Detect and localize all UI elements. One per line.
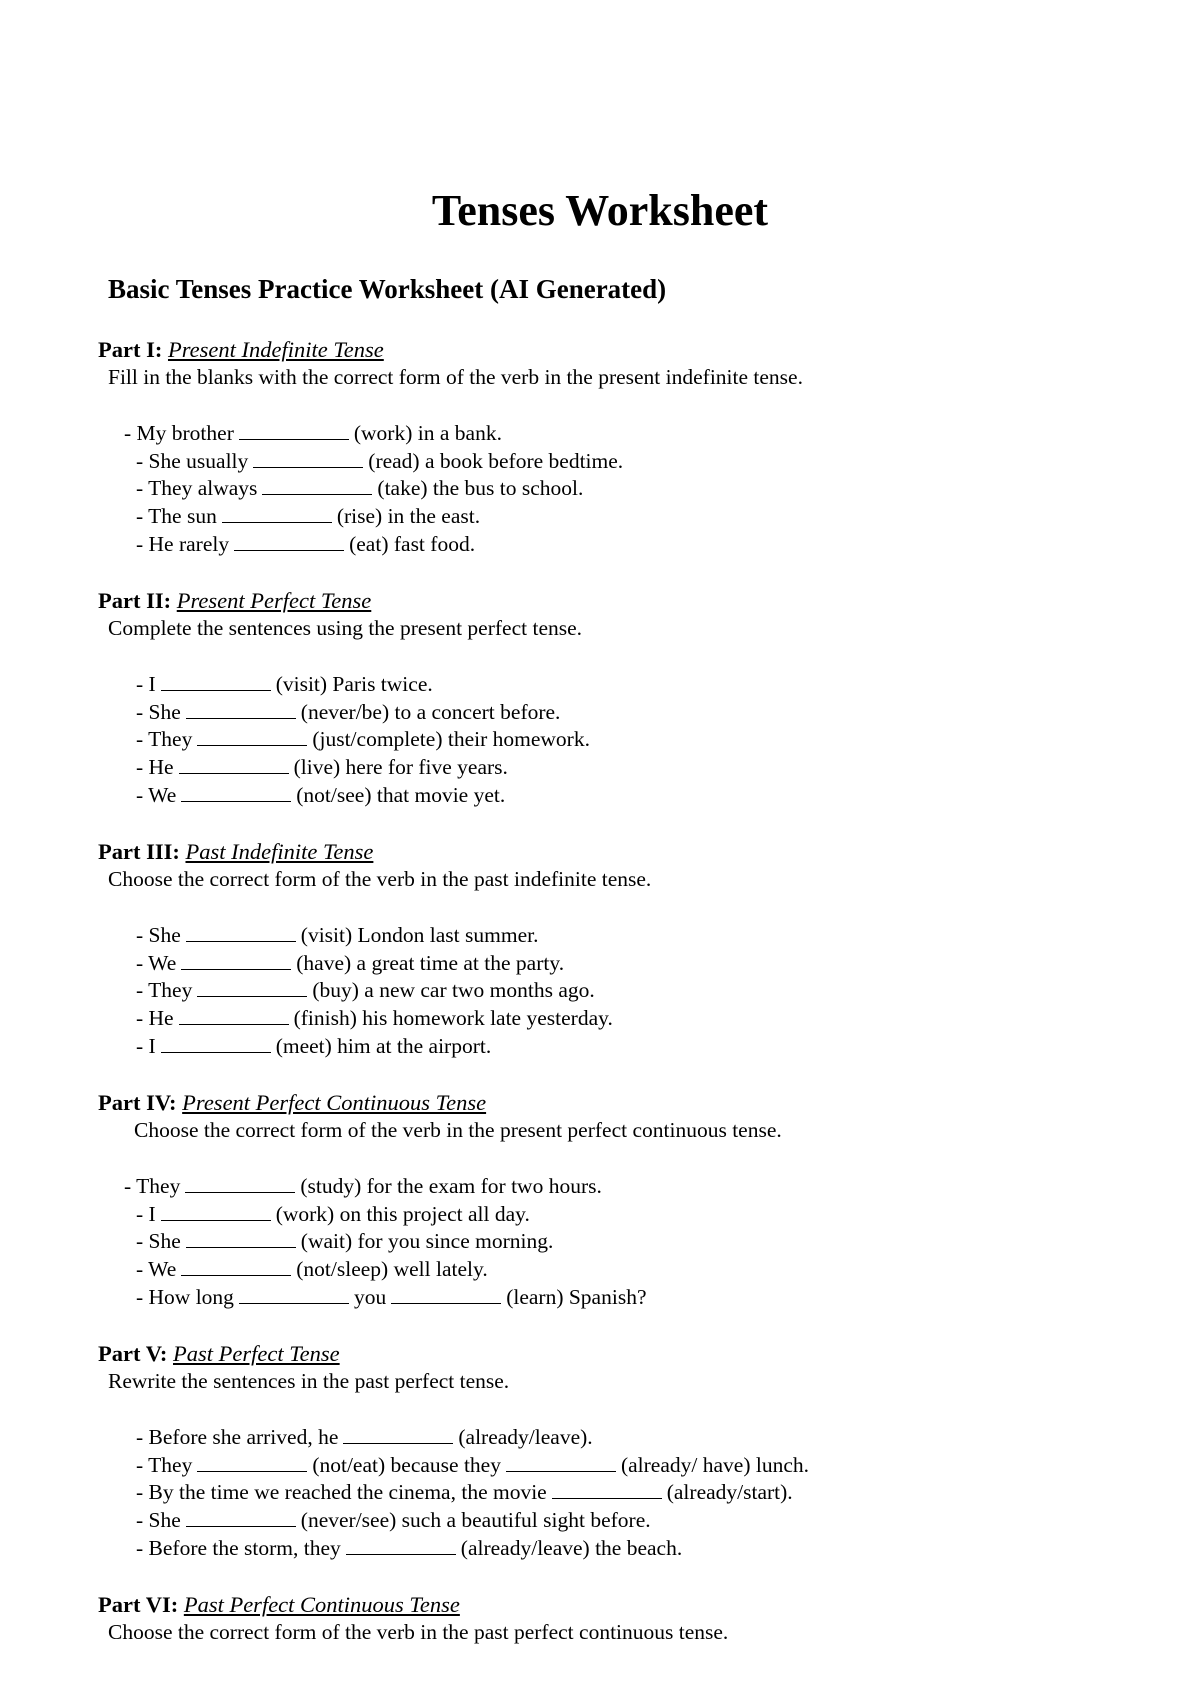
part-4-instruction: Choose the correct form of the verb in the present perfect continuous tense. bbox=[134, 1118, 782, 1142]
list-item bbox=[136, 1004, 613, 1032]
item-text: (have) a great time at the party. bbox=[296, 951, 565, 975]
answer-blank[interactable] bbox=[197, 744, 307, 746]
part-tense: Present Perfect Continuous Tense bbox=[182, 1090, 487, 1115]
item-text: - I bbox=[136, 672, 156, 696]
item-text: - She usually bbox=[136, 449, 249, 473]
list-item bbox=[136, 1423, 593, 1451]
answer-blank[interactable] bbox=[161, 1219, 271, 1221]
answer-blank[interactable] bbox=[552, 1497, 662, 1499]
item-text: - They always bbox=[136, 476, 258, 500]
part-label: Part IV: bbox=[98, 1090, 177, 1115]
part-5-instruction: Rewrite the sentences in the past perfect tense. bbox=[108, 1369, 510, 1393]
item-text: - She bbox=[136, 1229, 181, 1253]
answer-blank[interactable] bbox=[181, 968, 291, 970]
item-text: (work) on this project all day. bbox=[275, 1202, 530, 1226]
item-text: - The sun bbox=[136, 504, 217, 528]
item-text: (work) in a bank. bbox=[353, 421, 502, 445]
item-text: - He bbox=[136, 1006, 174, 1030]
item-text: (rise) in the east. bbox=[336, 504, 481, 528]
item-text: - By the time we reached the cinema, the movie bbox=[136, 1480, 547, 1504]
item-text: - They bbox=[136, 978, 193, 1002]
item-text: (live) here for five years. bbox=[293, 755, 508, 779]
item-text: (finish) his homework late yesterday. bbox=[293, 1006, 613, 1030]
part-label: Part V: bbox=[98, 1341, 168, 1366]
answer-blank[interactable] bbox=[181, 1274, 291, 1276]
item-text: - They bbox=[124, 1174, 181, 1198]
item-text: - She bbox=[136, 1508, 181, 1532]
answer-blank[interactable] bbox=[185, 1191, 295, 1193]
part-1-heading bbox=[98, 336, 384, 364]
answer-blank[interactable] bbox=[161, 689, 271, 691]
list-item bbox=[136, 1478, 793, 1506]
part-5-heading bbox=[98, 1340, 340, 1368]
answer-blank[interactable] bbox=[179, 772, 289, 774]
item-text: (learn) Spanish? bbox=[506, 1285, 647, 1309]
answer-blank[interactable] bbox=[197, 995, 307, 997]
answer-blank[interactable] bbox=[179, 1023, 289, 1025]
item-text: (already/start). bbox=[666, 1480, 793, 1504]
answer-blank[interactable] bbox=[186, 717, 296, 719]
list-item bbox=[136, 1200, 530, 1228]
part-6-instruction: Choose the correct form of the verb in the past perfect continuous tense. bbox=[108, 1620, 729, 1644]
answer-blank[interactable] bbox=[161, 1051, 271, 1053]
part-1-instruction: Fill in the blanks with the correct form of the verb in the present indefinite tense. bbox=[108, 365, 803, 389]
item-text: (take) the bus to school. bbox=[377, 476, 584, 500]
answer-blank[interactable] bbox=[186, 940, 296, 942]
part-tense: Past Indefinite Tense bbox=[185, 839, 374, 864]
item-text: - She bbox=[136, 700, 181, 724]
item-text: (already/ have) lunch. bbox=[620, 1453, 809, 1477]
item-text: (wait) for you since morning. bbox=[300, 1229, 554, 1253]
part-label: Part I: bbox=[98, 337, 163, 362]
list-item bbox=[136, 781, 505, 809]
part-tense: Present Perfect Tense bbox=[176, 588, 372, 613]
list-item bbox=[136, 1506, 651, 1534]
list-item bbox=[136, 1227, 553, 1255]
part-2-instruction: Complete the sentences using the present perfect tense. bbox=[108, 616, 583, 640]
part-tense: Present Indefinite Tense bbox=[167, 337, 384, 362]
list-item bbox=[136, 670, 433, 698]
item-text: you bbox=[353, 1285, 387, 1309]
list-item bbox=[136, 474, 583, 502]
item-text: - How long bbox=[136, 1285, 234, 1309]
list-item bbox=[136, 502, 480, 530]
item-text: (just/complete) their homework. bbox=[312, 727, 590, 751]
item-text: (not/see) that movie yet. bbox=[296, 783, 506, 807]
list-item bbox=[136, 447, 623, 475]
answer-blank[interactable] bbox=[343, 1442, 453, 1444]
item-text: - We bbox=[136, 1257, 177, 1281]
answer-blank[interactable] bbox=[181, 800, 291, 802]
list-item bbox=[136, 753, 508, 781]
answer-blank[interactable] bbox=[234, 549, 344, 551]
answer-blank[interactable] bbox=[186, 1246, 296, 1248]
answer-blank[interactable] bbox=[222, 521, 332, 523]
item-text: (visit) Paris twice. bbox=[275, 672, 433, 696]
item-text: - I bbox=[136, 1202, 156, 1226]
part-label: Part VI: bbox=[98, 1592, 179, 1617]
item-text: (visit) London last summer. bbox=[300, 923, 539, 947]
part-2-heading bbox=[98, 587, 371, 615]
item-text: - We bbox=[136, 951, 177, 975]
answer-blank[interactable] bbox=[506, 1470, 616, 1472]
item-text: (not/sleep) well lately. bbox=[296, 1257, 488, 1281]
answer-blank[interactable] bbox=[262, 493, 372, 495]
part-4-heading bbox=[98, 1089, 486, 1117]
part-label: Part II: bbox=[98, 588, 172, 613]
answer-blank[interactable] bbox=[391, 1302, 501, 1304]
part-tense: Past Perfect Continuous Tense bbox=[183, 1592, 460, 1617]
item-text: - He rarely bbox=[136, 532, 230, 556]
list-item bbox=[136, 725, 590, 753]
list-item bbox=[136, 1283, 646, 1311]
item-text: - Before she arrived, he bbox=[136, 1425, 339, 1449]
list-item bbox=[136, 530, 475, 558]
item-text: (study) for the exam for two hours. bbox=[300, 1174, 602, 1198]
list-item bbox=[136, 1255, 488, 1283]
item-text: (already/leave). bbox=[458, 1425, 593, 1449]
part-tense: Past Perfect Tense bbox=[173, 1341, 340, 1366]
item-text: - Before the storm, they bbox=[136, 1536, 341, 1560]
item-text: - They bbox=[136, 1453, 193, 1477]
item-text: (meet) him at the airport. bbox=[275, 1034, 492, 1058]
item-text: (never/see) such a beautiful sight before. bbox=[300, 1508, 651, 1532]
answer-blank[interactable] bbox=[346, 1553, 456, 1555]
list-item bbox=[136, 921, 538, 949]
part-6-heading bbox=[98, 1591, 460, 1619]
item-text: (not/eat) because they bbox=[312, 1453, 501, 1477]
list-item bbox=[124, 419, 502, 447]
list-item bbox=[136, 698, 560, 726]
list-item bbox=[136, 1032, 491, 1060]
page-title: Tenses Worksheet bbox=[431, 186, 769, 235]
list-item bbox=[136, 1451, 809, 1479]
item-text: (eat) fast food. bbox=[349, 532, 476, 556]
item-text: (read) a book before bedtime. bbox=[368, 449, 624, 473]
item-text: (already/leave) the beach. bbox=[460, 1536, 683, 1560]
item-text: - My brother bbox=[124, 421, 234, 445]
item-text: - I bbox=[136, 1034, 156, 1058]
part-3-heading bbox=[98, 838, 373, 866]
item-text: - We bbox=[136, 783, 177, 807]
part-3-instruction: Choose the correct form of the verb in the past indefinite tense. bbox=[108, 867, 652, 891]
list-item bbox=[124, 1172, 602, 1200]
item-text: (never/be) to a concert before. bbox=[300, 700, 561, 724]
answer-blank[interactable] bbox=[197, 1470, 307, 1472]
answer-blank[interactable] bbox=[239, 438, 349, 440]
list-item bbox=[136, 1534, 682, 1562]
item-text: (buy) a new car two months ago. bbox=[312, 978, 595, 1002]
item-text: - They bbox=[136, 727, 193, 751]
list-item bbox=[136, 976, 595, 1004]
part-label: Part III: bbox=[98, 839, 180, 864]
item-text: - She bbox=[136, 923, 181, 947]
list-item bbox=[136, 949, 564, 977]
answer-blank[interactable] bbox=[239, 1302, 349, 1304]
answer-blank[interactable] bbox=[186, 1525, 296, 1527]
answer-blank[interactable] bbox=[253, 466, 363, 468]
item-text: - He bbox=[136, 755, 174, 779]
worksheet-subtitle: Basic Tenses Practice Worksheet (AI Generated) bbox=[108, 274, 667, 304]
